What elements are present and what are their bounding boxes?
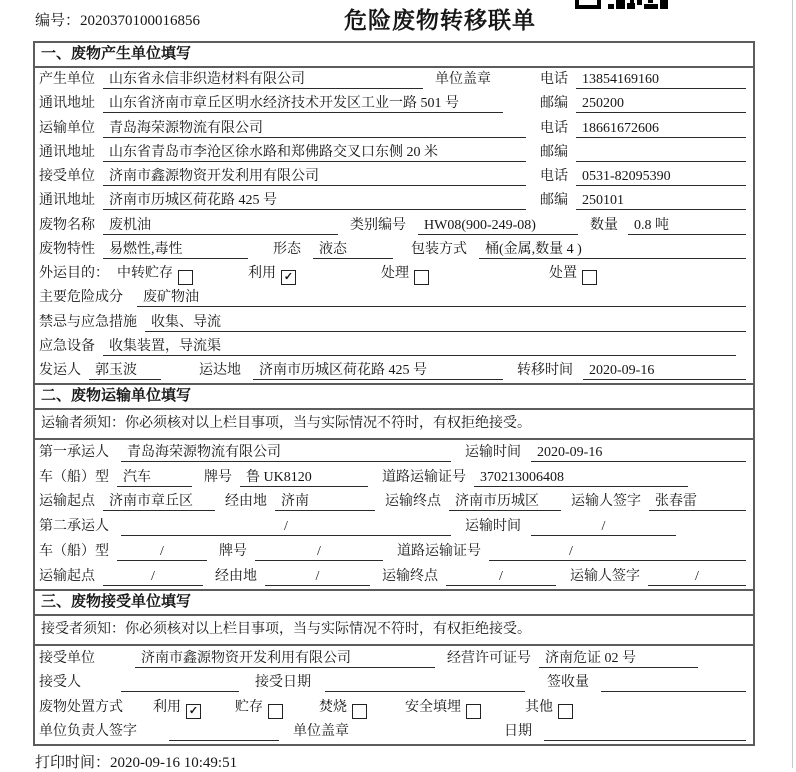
signature-date [544,722,746,741]
zip-label: 邮编 [540,144,568,160]
manifest-form [33,41,755,746]
page-edge-line [792,0,793,768]
print-time-value: 2020-09-16 10:49:51 [110,755,238,771]
checkbox-icon [281,270,296,285]
disposal-option-store: 贮存 [235,698,283,717]
endpoint-label: 运输终点 [385,494,441,510]
carrier2-row [35,514,753,539]
checkbox-icon [558,704,573,719]
producer-address-row [35,92,753,116]
route1-via: 济南 [275,492,375,511]
section-producer [35,43,753,383]
route1-origin: 济南市章丘区 [103,492,215,511]
transporter-row [35,116,753,140]
field-label: 废物处置方式 [39,699,123,715]
field-label: 第二承运人 [39,519,109,535]
receiving-unit-row [35,646,753,671]
checkbox-icon [414,270,429,285]
field-label: 废物名称 [39,217,95,233]
carrier2-name: / [121,517,451,536]
received-qty-label: 签收量 [547,675,589,690]
disposal-option-landfill: 安全填埋 [405,698,481,717]
waste-traits-row [35,238,753,262]
equipment-row [35,335,753,359]
transporter-value: 青岛海荣源物流有限公司 [103,119,526,138]
zip-label: 邮编 [540,193,568,209]
page-title: 危险废物转移联单 [344,8,536,33]
unit-seal-label: 单位盖章 [293,724,349,739]
print-time-label: 打印时间： [35,755,111,771]
producer-phone: 13854169160 [576,70,746,89]
disposal-option-utilize: 利用 ✓ [153,698,201,717]
equipment-value: 收集装置，导流渠 [103,337,736,356]
received-qty [601,673,746,692]
route2-signature: / [648,567,746,586]
accept-date [325,673,525,692]
dispatch-row [35,359,753,383]
serial-label: 编号： [35,13,81,29]
section3-header: 三、废物接受单位填写 [35,591,753,616]
zip-label: 邮编 [540,96,568,112]
vehicle1-type: 汽车 [117,468,192,487]
plate-label: 牌号 [204,469,232,485]
carrier2-time: / [531,517,676,536]
producer-zip: 250200 [576,94,746,113]
checkbox-icon [352,704,367,719]
carrier1-name: 青岛海荣源物流有限公司 [121,443,451,462]
route1-end: 济南市历城区 [449,492,561,511]
license-label: 经营许可证号 [447,650,531,666]
producer-address: 山东省济南市章丘区明水经济技术开发区工业一路 501 号 [103,94,503,113]
accept-date-label: 接受日期 [255,675,311,690]
transport-time-label: 运输时间 [465,519,521,535]
field-label: 接受人 [39,675,81,690]
field-label: 车（船）型 [39,469,109,485]
acceptance-row [35,671,753,696]
field-label: 主要危险成分 [39,290,123,306]
phone-label: 电话 [540,169,568,185]
waste-form: 液态 [313,240,393,259]
receiver-address: 济南市历城区荷花路 425 号 [103,191,526,210]
carrier1-row [35,440,753,465]
section2-header: 二、废物运输单位填写 [35,385,753,410]
hazard-value: 废矿物油 [137,288,746,307]
purpose-option-transfer-storage: 中转贮存 [117,264,193,283]
field-label: 通讯地址 [39,193,95,209]
producer-value: 山东省永信非织造材料有限公司 [103,70,423,89]
purpose-row [35,262,753,286]
destination-value: 济南市历城区荷花路 425 号 [253,361,503,380]
section1-header: 一、废物产生单位填写 [35,43,753,68]
field-label: 运输起点 [39,568,95,584]
qr-code-fragment [575,0,668,9]
vehicle2-row [35,539,753,564]
field-label: 废物特性 [39,241,95,257]
acceptor-name [121,673,239,692]
producer-row [35,68,753,92]
purpose-option-treat: 处理 [381,264,429,283]
vehicle2-type: / [117,542,207,561]
vehicle1-row [35,465,753,490]
route1-signature: 张春雷 [649,492,746,511]
receiver-address-row [35,189,753,213]
field-label: 应急设备 [39,338,95,354]
contraindication-row [35,310,753,334]
vehicle1-plate: 鲁 UK8120 [240,468,368,487]
route2-via: / [265,567,370,586]
route1-row [35,490,753,515]
plate-label: 牌号 [219,544,247,560]
print-time-line [35,751,237,772]
checkbox-icon [466,704,481,719]
waste-name: 废机油 [103,216,338,235]
responsible-signature-row [35,720,753,745]
checkbox-icon [178,270,193,285]
checkbox-icon [268,704,283,719]
road-permit-label: 道路运输证号 [382,469,466,485]
receiver-zip: 250101 [576,191,746,210]
disposal-method-row [35,695,753,720]
field-label: 通讯地址 [39,96,95,112]
waste-traits: 易燃性,毒性 [103,240,248,259]
route2-end: / [446,567,556,586]
vehicle1-permit: 370213006408 [474,468,688,487]
date-label: 日期 [504,724,532,739]
vehicle2-plate: / [255,542,383,561]
quantity-label: 数量 [590,217,618,233]
field-label: 车（船）型 [39,544,109,560]
purpose-option-dispose: 处置 [549,264,597,283]
phone-label: 电话 [540,72,568,88]
transport-time-label: 运输时间 [465,444,521,460]
field-label: 单位负责人签字 [39,724,137,739]
transfer-time: 2020-09-16 [583,361,746,380]
field-label: 运输单位 [39,120,95,136]
transporter-phone: 18661672606 [576,119,746,138]
transporter-address: 山东省青岛市李沧区徐水路和郑佛路交叉口东侧 20 米 [103,143,526,162]
section-receiver [35,589,753,744]
field-label: 禁忌与应急措施 [39,314,137,330]
disposal-option-incinerate: 焚烧 [319,698,367,717]
field-label: 发运人 [39,363,81,379]
serial-number: 2020370100016856 [80,13,201,29]
destination-label: 运达地 [199,363,241,379]
transporter-zip [576,143,746,162]
road-permit-label: 道路运输证号 [397,544,481,560]
via-label: 经由地 [215,568,257,584]
transfer-time-label: 转移时间 [517,363,573,379]
transporter-address-row [35,141,753,165]
waste-quantity: 0.8 吨 [628,216,746,235]
receiver-notice: 接受者须知：你必须核对以上栏目事项，当与实际情况不符时，有权拒绝接受。 [35,616,753,646]
license-number: 济南危证 02 号 [539,649,698,668]
field-label: 外运目的： [39,266,109,282]
field-label: 接受单位 [39,169,95,185]
purpose-option-utilize: 利用 ✓ [248,264,296,283]
carrier-sign-label: 运输人签字 [570,568,640,584]
responsible-signature [169,722,279,741]
field-label: 产生单位 [39,72,95,88]
packing-label: 包装方式 [411,241,467,257]
contraindication-value: 收集、导流 [145,313,746,332]
phone-label: 电话 [540,120,568,136]
form-label: 形态 [273,241,301,257]
route2-row [35,564,753,589]
field-label: 通讯地址 [39,144,95,160]
disposal-option-other: 其他 [525,698,573,717]
receiver-row [35,165,753,189]
endpoint-label: 运输终点 [382,568,438,584]
vehicle2-permit: / [489,542,746,561]
waste-name-row [35,213,753,237]
dispatcher-name: 郭玉波 [89,361,161,380]
checkbox-icon [186,704,201,719]
receiver-value: 济南市鑫源物资开发利用有限公司 [103,167,526,186]
packing-value: 桶(金属,数量 4 ) [479,240,746,259]
field-label: 运输起点 [39,494,95,510]
via-label: 经由地 [225,494,267,510]
carrier-sign-label: 运输人签字 [571,494,641,510]
transporter-notice: 运输者须知：你必须核对以上栏目事项，当与实际情况不符时，有权拒绝接受。 [35,410,753,440]
receiving-unit-name: 济南市鑫源物资开发利用有限公司 [135,649,435,668]
field-label: 第一承运人 [39,444,109,460]
route2-origin: / [103,567,203,586]
receiver-phone: 0531-82095390 [576,167,746,186]
hazard-row [35,286,753,310]
section-transporter [35,383,753,589]
checkbox-icon [582,270,597,285]
field-label: 接受单位 [39,650,95,666]
category-label: 类别编号 [350,217,406,233]
waste-category: HW08(900-249-08) [418,216,578,235]
seal-label: 单位盖章 [435,72,491,88]
carrier1-time: 2020-09-16 [531,443,746,462]
